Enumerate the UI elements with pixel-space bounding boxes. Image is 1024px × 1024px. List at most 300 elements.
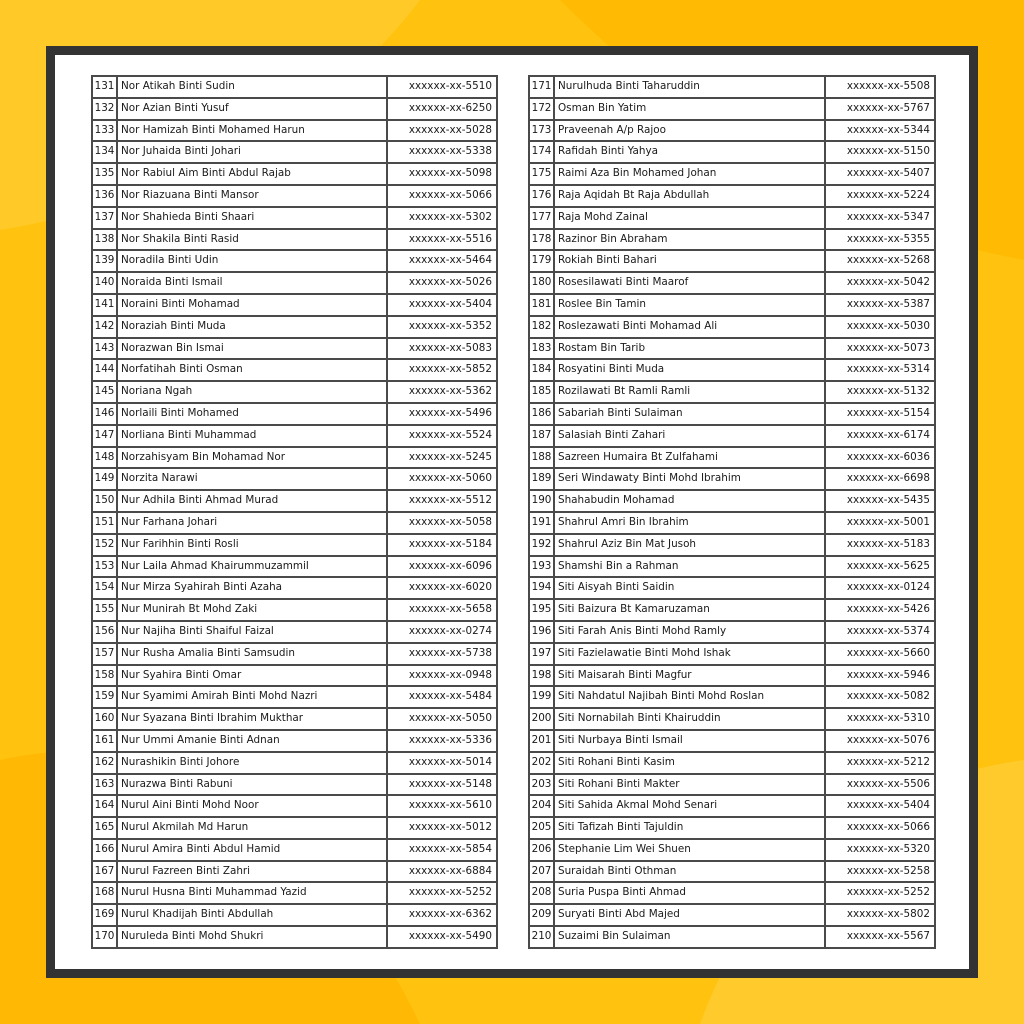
table-row — [529, 774, 935, 796]
row-ic-number: xxxxxx-xx-5066 — [387, 185, 497, 207]
table-row — [529, 163, 935, 185]
table-row — [529, 229, 935, 251]
row-number: 176 — [529, 185, 554, 207]
row-name: Shahabudin Mohamad — [554, 490, 825, 512]
row-ic-number: xxxxxx-xx-5212 — [825, 752, 935, 774]
row-number: 158 — [92, 665, 117, 687]
row-ic-number: xxxxxx-xx-5001 — [825, 512, 935, 534]
row-number: 197 — [529, 643, 554, 665]
row-name: Nur Farihhin Binti Rosli — [117, 534, 387, 556]
row-name: Nuruleda Binti Mohd Shukri — [117, 926, 387, 948]
row-name: Seri Windawaty Binti Mohd Ibrahim — [554, 468, 825, 490]
row-name: Raimi Aza Bin Mohamed Johan — [554, 163, 825, 185]
table-row — [92, 447, 497, 469]
row-name: Norlaili Binti Mohamed — [117, 403, 387, 425]
roster-table-left — [91, 75, 498, 949]
row-ic-number: xxxxxx-xx-5268 — [825, 250, 935, 272]
row-name: Nur Munirah Bt Mohd Zaki — [117, 599, 387, 621]
row-number: 138 — [92, 229, 117, 251]
row-number: 195 — [529, 599, 554, 621]
row-ic-number: xxxxxx-xx-5802 — [825, 904, 935, 926]
row-name: Nur Adhila Binti Ahmad Murad — [117, 490, 387, 512]
row-ic-number: xxxxxx-xx-6020 — [387, 577, 497, 599]
row-name: Norazwan Bin Ismai — [117, 338, 387, 360]
row-name: Roslezawati Binti Mohamad Ali — [554, 316, 825, 338]
row-name: Raja Mohd Zainal — [554, 207, 825, 229]
row-name: Nor Shahieda Binti Shaari — [117, 207, 387, 229]
row-name: Siti Rohani Binti Makter — [554, 774, 825, 796]
table-row — [92, 490, 497, 512]
row-name: Osman Bin Yatim — [554, 98, 825, 120]
row-ic-number: xxxxxx-xx-5098 — [387, 163, 497, 185]
table-row — [92, 163, 497, 185]
table-row — [529, 730, 935, 752]
row-name: Nur Syahira Binti Omar — [117, 665, 387, 687]
row-name: Sabariah Binti Sulaiman — [554, 403, 825, 425]
row-ic-number: xxxxxx-xx-5245 — [387, 447, 497, 469]
row-ic-number: xxxxxx-xx-5184 — [387, 534, 497, 556]
table-row — [529, 686, 935, 708]
row-number: 201 — [529, 730, 554, 752]
row-name: Nur Syamimi Amirah Binti Mohd Nazri — [117, 686, 387, 708]
row-ic-number: xxxxxx-xx-5374 — [825, 621, 935, 643]
row-ic-number: xxxxxx-xx-6036 — [825, 447, 935, 469]
row-name: Nurul Husna Binti Muhammad Yazid — [117, 882, 387, 904]
row-name: Nur Najiha Binti Shaiful Faizal — [117, 621, 387, 643]
row-ic-number: xxxxxx-xx-5512 — [387, 490, 497, 512]
table-row — [92, 272, 497, 294]
row-name: Rokiah Binti Bahari — [554, 250, 825, 272]
table-row — [529, 904, 935, 926]
row-number: 163 — [92, 774, 117, 796]
table-row — [92, 534, 497, 556]
table-row — [92, 839, 497, 861]
table-row — [529, 490, 935, 512]
row-number: 190 — [529, 490, 554, 512]
table-row — [92, 316, 497, 338]
row-number: 161 — [92, 730, 117, 752]
row-ic-number: xxxxxx-xx-5658 — [387, 599, 497, 621]
row-ic-number: xxxxxx-xx-5183 — [825, 534, 935, 556]
row-ic-number: xxxxxx-xx-5224 — [825, 185, 935, 207]
row-name: Rafidah Binti Yahya — [554, 141, 825, 163]
row-name: Praveenah A/p Rajoo — [554, 120, 825, 142]
table-row — [92, 207, 497, 229]
row-number: 156 — [92, 621, 117, 643]
row-name: Nor Hamizah Binti Mohamed Harun — [117, 120, 387, 142]
row-ic-number: xxxxxx-xx-0274 — [387, 621, 497, 643]
row-number: 154 — [92, 577, 117, 599]
row-number: 169 — [92, 904, 117, 926]
row-ic-number: xxxxxx-xx-5767 — [825, 98, 935, 120]
row-number: 150 — [92, 490, 117, 512]
row-ic-number: xxxxxx-xx-5464 — [387, 250, 497, 272]
row-number: 204 — [529, 795, 554, 817]
row-number: 206 — [529, 839, 554, 861]
row-ic-number: xxxxxx-xx-5404 — [825, 795, 935, 817]
table-row — [529, 272, 935, 294]
row-ic-number: xxxxxx-xx-5302 — [387, 207, 497, 229]
row-number: 145 — [92, 381, 117, 403]
row-name: Suraidah Binti Othman — [554, 861, 825, 883]
table-row — [92, 359, 497, 381]
table-row — [92, 752, 497, 774]
row-name: Rosesilawati Binti Maarof — [554, 272, 825, 294]
row-ic-number: xxxxxx-xx-5132 — [825, 381, 935, 403]
row-ic-number: xxxxxx-xx-5524 — [387, 425, 497, 447]
row-ic-number: xxxxxx-xx-0124 — [825, 577, 935, 599]
row-number: 164 — [92, 795, 117, 817]
table-row — [92, 338, 497, 360]
row-number: 182 — [529, 316, 554, 338]
row-ic-number: xxxxxx-xx-5050 — [387, 708, 497, 730]
row-ic-number: xxxxxx-xx-5506 — [825, 774, 935, 796]
row-name: Nor Azian Binti Yusuf — [117, 98, 387, 120]
table-row — [529, 76, 935, 98]
row-ic-number: xxxxxx-xx-6884 — [387, 861, 497, 883]
row-name: Siti Nurbaya Binti Ismail — [554, 730, 825, 752]
table-row — [92, 861, 497, 883]
row-ic-number: xxxxxx-xx-5082 — [825, 686, 935, 708]
row-ic-number: xxxxxx-xx-5625 — [825, 556, 935, 578]
table-row — [92, 403, 497, 425]
row-ic-number: xxxxxx-xx-5014 — [387, 752, 497, 774]
table-row — [92, 294, 497, 316]
row-name: Nur Farhana Johari — [117, 512, 387, 534]
row-number: 178 — [529, 229, 554, 251]
row-number: 194 — [529, 577, 554, 599]
row-ic-number: xxxxxx-xx-5314 — [825, 359, 935, 381]
row-name: Nurulhuda Binti Taharuddin — [554, 76, 825, 98]
table-row — [92, 229, 497, 251]
row-ic-number: xxxxxx-xx-5026 — [387, 272, 497, 294]
table-row — [92, 882, 497, 904]
table-row — [92, 621, 497, 643]
row-number: 181 — [529, 294, 554, 316]
row-number: 167 — [92, 861, 117, 883]
table-row — [92, 795, 497, 817]
row-ic-number: xxxxxx-xx-5320 — [825, 839, 935, 861]
row-ic-number: xxxxxx-xx-5407 — [825, 163, 935, 185]
row-number: 141 — [92, 294, 117, 316]
table-row — [529, 752, 935, 774]
row-ic-number: xxxxxx-xx-5484 — [387, 686, 497, 708]
row-number: 146 — [92, 403, 117, 425]
table-row — [92, 468, 497, 490]
row-ic-number: xxxxxx-xx-5060 — [387, 468, 497, 490]
row-name: Rozilawati Bt Ramli Ramli — [554, 381, 825, 403]
row-ic-number: xxxxxx-xx-5344 — [825, 120, 935, 142]
row-number: 162 — [92, 752, 117, 774]
table-row — [92, 643, 497, 665]
row-name: Siti Fazielawatie Binti Mohd Ishak — [554, 643, 825, 665]
table-row — [529, 425, 935, 447]
row-name: Nurashikin Binti Johore — [117, 752, 387, 774]
row-name: Nor Atikah Binti Sudin — [117, 76, 387, 98]
row-ic-number: xxxxxx-xx-5252 — [387, 882, 497, 904]
table-row — [92, 381, 497, 403]
row-name: Siti Farah Anis Binti Mohd Ramly — [554, 621, 825, 643]
row-number: 191 — [529, 512, 554, 534]
row-number: 133 — [92, 120, 117, 142]
row-ic-number: xxxxxx-xx-5404 — [387, 294, 497, 316]
table-row — [529, 534, 935, 556]
row-ic-number: xxxxxx-xx-5510 — [387, 76, 497, 98]
row-ic-number: xxxxxx-xx-5347 — [825, 207, 935, 229]
row-ic-number: xxxxxx-xx-5030 — [825, 316, 935, 338]
row-name: Suria Puspa Binti Ahmad — [554, 882, 825, 904]
row-ic-number: xxxxxx-xx-6362 — [387, 904, 497, 926]
row-number: 139 — [92, 250, 117, 272]
table-row — [529, 207, 935, 229]
row-number: 152 — [92, 534, 117, 556]
table-row — [529, 556, 935, 578]
row-number: 135 — [92, 163, 117, 185]
row-ic-number: xxxxxx-xx-5252 — [825, 882, 935, 904]
row-number: 153 — [92, 556, 117, 578]
table-row — [529, 577, 935, 599]
table-row — [529, 795, 935, 817]
table-row — [529, 185, 935, 207]
row-number: 207 — [529, 861, 554, 883]
row-name: Roslee Bin Tamin — [554, 294, 825, 316]
row-number: 136 — [92, 185, 117, 207]
row-name: Nurul Khadijah Binti Abdullah — [117, 904, 387, 926]
row-name: Rosyatini Binti Muda — [554, 359, 825, 381]
table-row — [92, 774, 497, 796]
table-row — [529, 381, 935, 403]
row-name: Nurul Amira Binti Abdul Hamid — [117, 839, 387, 861]
row-ic-number: xxxxxx-xx-5355 — [825, 229, 935, 251]
row-ic-number: xxxxxx-xx-5076 — [825, 730, 935, 752]
row-name: Nor Rabiul Aim Binti Abdul Rajab — [117, 163, 387, 185]
row-ic-number: xxxxxx-xx-5310 — [825, 708, 935, 730]
row-ic-number: xxxxxx-xx-6698 — [825, 468, 935, 490]
row-name: Siti Nahdatul Najibah Binti Mohd Roslan — [554, 686, 825, 708]
table-row — [529, 817, 935, 839]
row-name: Nur Ummi Amanie Binti Adnan — [117, 730, 387, 752]
row-ic-number: xxxxxx-xx-5610 — [387, 795, 497, 817]
row-name: Salasiah Binti Zahari — [554, 425, 825, 447]
row-ic-number: xxxxxx-xx-5387 — [825, 294, 935, 316]
row-number: 183 — [529, 338, 554, 360]
row-name: Norfatihah Binti Osman — [117, 359, 387, 381]
row-name: Nur Rusha Amalia Binti Samsudin — [117, 643, 387, 665]
row-ic-number: xxxxxx-xx-5042 — [825, 272, 935, 294]
row-ic-number: xxxxxx-xx-5258 — [825, 861, 935, 883]
row-name: Noraziah Binti Muda — [117, 316, 387, 338]
row-number: 184 — [529, 359, 554, 381]
row-ic-number: xxxxxx-xx-5435 — [825, 490, 935, 512]
row-name: Siti Baizura Bt Kamaruzaman — [554, 599, 825, 621]
row-name: Nur Syazana Binti Ibrahim Mukthar — [117, 708, 387, 730]
row-number: 140 — [92, 272, 117, 294]
row-name: Suryati Binti Abd Majed — [554, 904, 825, 926]
table-row — [92, 708, 497, 730]
row-number: 151 — [92, 512, 117, 534]
row-number: 187 — [529, 425, 554, 447]
row-ic-number: xxxxxx-xx-5352 — [387, 316, 497, 338]
row-name: Nurul Aini Binti Mohd Noor — [117, 795, 387, 817]
row-number: 149 — [92, 468, 117, 490]
table-row — [92, 904, 497, 926]
row-name: Nurul Akmilah Md Harun — [117, 817, 387, 839]
row-name: Shahrul Amri Bin Ibrahim — [554, 512, 825, 534]
row-ic-number: xxxxxx-xx-5073 — [825, 338, 935, 360]
table-row — [92, 926, 497, 948]
table-row — [529, 447, 935, 469]
row-ic-number: xxxxxx-xx-5066 — [825, 817, 935, 839]
row-number: 186 — [529, 403, 554, 425]
row-ic-number: xxxxxx-xx-5567 — [825, 926, 935, 948]
row-number: 160 — [92, 708, 117, 730]
row-ic-number: xxxxxx-xx-5028 — [387, 120, 497, 142]
table-row — [529, 316, 935, 338]
table-row — [92, 250, 497, 272]
table-row — [529, 294, 935, 316]
row-ic-number: xxxxxx-xx-5338 — [387, 141, 497, 163]
table-row — [529, 621, 935, 643]
row-number: 132 — [92, 98, 117, 120]
table-row — [529, 250, 935, 272]
row-number: 165 — [92, 817, 117, 839]
table-row — [529, 861, 935, 883]
row-number: 148 — [92, 447, 117, 469]
table-row — [529, 359, 935, 381]
table-row — [529, 882, 935, 904]
table-row — [529, 403, 935, 425]
row-ic-number: xxxxxx-xx-5058 — [387, 512, 497, 534]
row-ic-number: xxxxxx-xx-5496 — [387, 403, 497, 425]
row-ic-number: xxxxxx-xx-5150 — [825, 141, 935, 163]
table-row — [92, 730, 497, 752]
row-number: 144 — [92, 359, 117, 381]
row-ic-number: xxxxxx-xx-5083 — [387, 338, 497, 360]
table-row — [529, 512, 935, 534]
row-number: 209 — [529, 904, 554, 926]
row-name: Norzahisyam Bin Mohamad Nor — [117, 447, 387, 469]
row-name: Nor Juhaida Binti Johari — [117, 141, 387, 163]
row-name: Noradila Binti Udin — [117, 250, 387, 272]
row-number: 172 — [529, 98, 554, 120]
row-number: 170 — [92, 926, 117, 948]
row-name: Rostam Bin Tarib — [554, 338, 825, 360]
row-name: Stephanie Lim Wei Shuen — [554, 839, 825, 861]
row-number: 199 — [529, 686, 554, 708]
row-number: 198 — [529, 665, 554, 687]
row-ic-number: xxxxxx-xx-5516 — [387, 229, 497, 251]
table-row — [529, 120, 935, 142]
row-number: 179 — [529, 250, 554, 272]
row-ic-number: xxxxxx-xx-5852 — [387, 359, 497, 381]
row-name: Raja Aqidah Bt Raja Abdullah — [554, 185, 825, 207]
table-row — [529, 599, 935, 621]
row-name: Siti Sahida Akmal Mohd Senari — [554, 795, 825, 817]
table-row — [92, 120, 497, 142]
row-ic-number: xxxxxx-xx-5426 — [825, 599, 935, 621]
row-number: 192 — [529, 534, 554, 556]
table-row — [529, 141, 935, 163]
row-name: Nurazwa Binti Rabuni — [117, 774, 387, 796]
table-row — [92, 599, 497, 621]
row-ic-number: xxxxxx-xx-5154 — [825, 403, 935, 425]
row-ic-number: xxxxxx-xx-6174 — [825, 425, 935, 447]
table-row — [92, 141, 497, 163]
row-name: Shahrul Aziz Bin Mat Jusoh — [554, 534, 825, 556]
row-number: 205 — [529, 817, 554, 839]
table-row — [92, 76, 497, 98]
row-ic-number: xxxxxx-xx-5148 — [387, 774, 497, 796]
row-number: 147 — [92, 425, 117, 447]
table-row — [92, 425, 497, 447]
row-ic-number: xxxxxx-xx-0948 — [387, 665, 497, 687]
table-row — [529, 839, 935, 861]
row-name: Nor Riazuana Binti Mansor — [117, 185, 387, 207]
row-ic-number: xxxxxx-xx-5508 — [825, 76, 935, 98]
row-number: 155 — [92, 599, 117, 621]
row-number: 157 — [92, 643, 117, 665]
table-row — [92, 185, 497, 207]
table-row — [529, 338, 935, 360]
row-ic-number: xxxxxx-xx-5490 — [387, 926, 497, 948]
row-name: Siti Tafizah Binti Tajuldin — [554, 817, 825, 839]
row-number: 166 — [92, 839, 117, 861]
row-name: Sazreen Humaira Bt Zulfahami — [554, 447, 825, 469]
table-row — [92, 817, 497, 839]
row-ic-number: xxxxxx-xx-5362 — [387, 381, 497, 403]
row-name: Suzaimi Bin Sulaiman — [554, 926, 825, 948]
table-row — [92, 556, 497, 578]
row-number: 137 — [92, 207, 117, 229]
row-number: 200 — [529, 708, 554, 730]
row-number: 174 — [529, 141, 554, 163]
row-name: Noraida Binti Ismail — [117, 272, 387, 294]
row-number: 177 — [529, 207, 554, 229]
table-row — [529, 708, 935, 730]
table-row — [92, 665, 497, 687]
table-row — [529, 665, 935, 687]
row-name: Noraini Binti Mohamad — [117, 294, 387, 316]
table-row — [529, 643, 935, 665]
row-name: Siti Rohani Binti Kasim — [554, 752, 825, 774]
row-number: 175 — [529, 163, 554, 185]
row-number: 203 — [529, 774, 554, 796]
row-number: 189 — [529, 468, 554, 490]
table-row — [92, 512, 497, 534]
row-number: 142 — [92, 316, 117, 338]
row-number: 185 — [529, 381, 554, 403]
row-name: Nurul Fazreen Binti Zahri — [117, 861, 387, 883]
row-name: Norzita Narawi — [117, 468, 387, 490]
row-ic-number: xxxxxx-xx-5738 — [387, 643, 497, 665]
row-number: 168 — [92, 882, 117, 904]
row-number: 193 — [529, 556, 554, 578]
row-number: 210 — [529, 926, 554, 948]
table-row — [529, 926, 935, 948]
table-row — [92, 577, 497, 599]
table-row — [529, 98, 935, 120]
row-name: Siti Maisarah Binti Magfur — [554, 665, 825, 687]
row-ic-number: xxxxxx-xx-5660 — [825, 643, 935, 665]
row-number: 143 — [92, 338, 117, 360]
row-number: 202 — [529, 752, 554, 774]
roster-table-right — [528, 75, 936, 949]
row-number: 171 — [529, 76, 554, 98]
row-ic-number: xxxxxx-xx-5012 — [387, 817, 497, 839]
row-name: Nur Laila Ahmad Khairummuzammil — [117, 556, 387, 578]
row-ic-number: xxxxxx-xx-6250 — [387, 98, 497, 120]
row-name: Noriana Ngah — [117, 381, 387, 403]
